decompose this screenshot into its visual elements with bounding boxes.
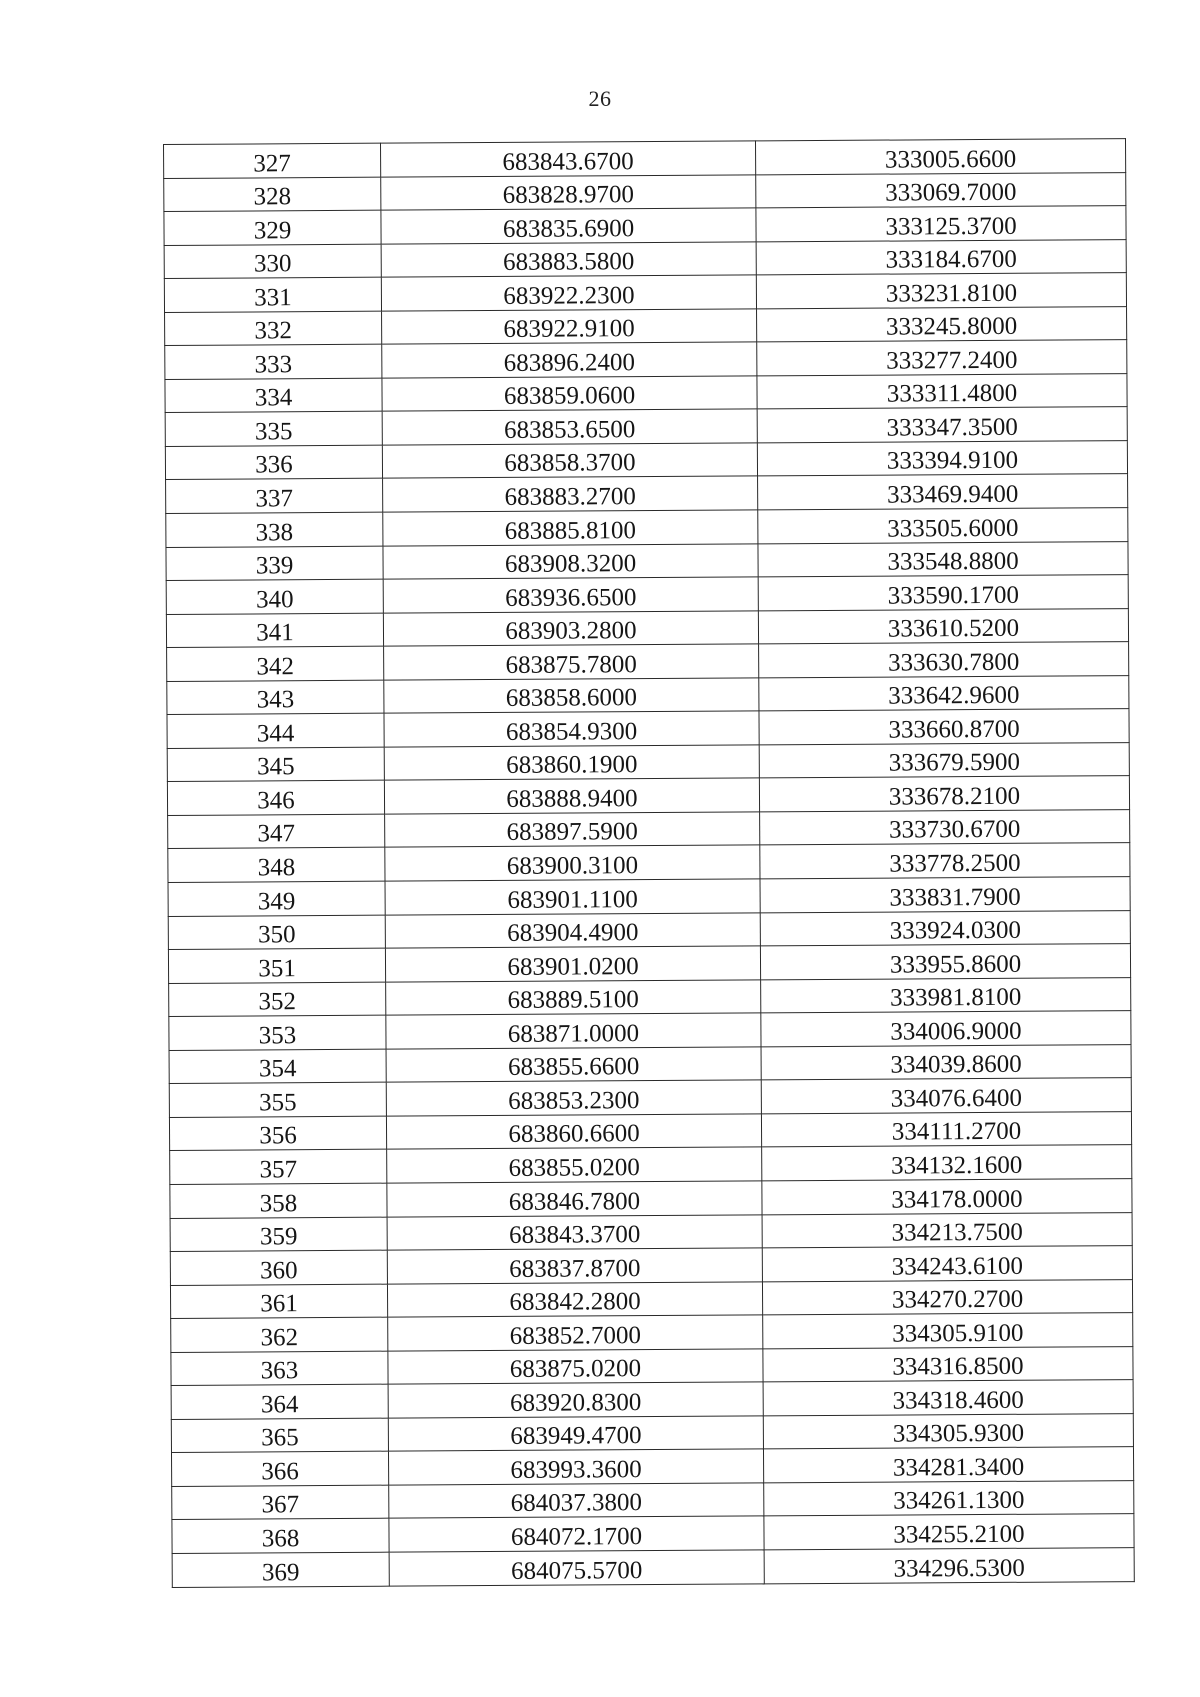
y-coordinate-cell: 333311.4800 [757, 373, 1127, 409]
point-number-cell: 351 [168, 948, 385, 983]
point-number-cell: 342 [167, 646, 384, 681]
y-coordinate-cell: 333347.3500 [757, 407, 1127, 443]
x-coordinate-cell: 684072.1700 [389, 1516, 764, 1552]
y-coordinate-cell: 334261.1300 [764, 1480, 1134, 1516]
point-number-cell: 345 [167, 747, 384, 782]
point-number-cell: 337 [166, 479, 383, 514]
point-number-cell: 347 [168, 814, 385, 849]
y-coordinate-cell: 333955.8600 [760, 944, 1130, 980]
y-coordinate-cell: 333679.5900 [759, 742, 1129, 778]
table-row [167, 709, 1129, 748]
x-coordinate-cell: 683852.7000 [388, 1315, 763, 1351]
table-row [166, 541, 1128, 580]
table-row [164, 172, 1126, 211]
y-coordinate-cell: 333730.6700 [760, 810, 1130, 846]
table-row [169, 1011, 1131, 1050]
point-number-cell: 360 [170, 1250, 387, 1285]
table-row [164, 239, 1126, 278]
x-coordinate-cell: 683846.7800 [387, 1181, 762, 1217]
point-number-cell: 336 [165, 445, 382, 480]
y-coordinate-cell: 333660.8700 [759, 709, 1129, 745]
table-row [167, 675, 1129, 714]
x-coordinate-cell: 683896.2400 [382, 342, 757, 378]
y-coordinate-cell: 334111.2700 [761, 1111, 1131, 1147]
table-row [165, 407, 1127, 446]
x-coordinate-cell: 684037.3800 [389, 1483, 764, 1519]
point-number-cell: 352 [169, 982, 386, 1017]
table-row [171, 1380, 1133, 1419]
x-coordinate-cell: 683853.2300 [386, 1080, 761, 1116]
point-number-cell: 338 [166, 512, 383, 547]
x-coordinate-cell: 683908.3200 [383, 543, 758, 579]
y-coordinate-cell: 333505.6000 [758, 508, 1128, 544]
y-coordinate-cell: 334243.6100 [762, 1246, 1132, 1282]
table-row [165, 441, 1127, 480]
x-coordinate-cell: 683901.0200 [385, 946, 760, 982]
table-row [167, 642, 1129, 681]
table-row [169, 1044, 1131, 1083]
y-coordinate-cell: 334281.3400 [763, 1447, 1133, 1483]
point-number-cell: 355 [169, 1082, 386, 1117]
y-coordinate-cell: 333924.0300 [760, 910, 1130, 946]
x-coordinate-cell: 683855.6600 [386, 1047, 761, 1083]
y-coordinate-cell: 334132.1600 [762, 1145, 1132, 1181]
table-row [170, 1212, 1132, 1251]
table-row [168, 877, 1130, 916]
x-coordinate-cell: 683837.8700 [387, 1248, 762, 1284]
point-number-cell: 361 [170, 1284, 387, 1319]
point-number-cell: 328 [164, 177, 381, 212]
x-coordinate-cell: 683875.0200 [388, 1349, 763, 1385]
point-number-cell: 367 [172, 1485, 389, 1520]
x-coordinate-cell: 683860.1900 [384, 745, 759, 781]
point-number-cell: 359 [170, 1217, 387, 1252]
point-number-cell: 366 [171, 1451, 388, 1486]
table-row [170, 1179, 1132, 1218]
x-coordinate-cell: 683858.6000 [384, 678, 759, 714]
x-coordinate-cell: 683855.0200 [387, 1147, 762, 1183]
point-number-cell: 363 [171, 1351, 388, 1386]
table-row [171, 1413, 1133, 1452]
table-row [164, 139, 1126, 178]
x-coordinate-cell: 683860.6600 [386, 1114, 761, 1150]
y-coordinate-cell: 334316.8500 [763, 1346, 1133, 1382]
table-row [164, 273, 1126, 312]
y-coordinate-cell: 333981.8100 [761, 977, 1131, 1013]
x-coordinate-cell: 683883.2700 [383, 476, 758, 512]
x-coordinate-cell: 683936.6500 [383, 577, 758, 613]
point-number-cell: 331 [164, 277, 381, 312]
point-number-cell: 365 [171, 1418, 388, 1453]
table-row [165, 306, 1127, 345]
y-coordinate-cell: 333245.8000 [757, 306, 1127, 342]
x-coordinate-cell: 683858.3700 [382, 443, 757, 479]
point-number-cell: 341 [166, 613, 383, 648]
x-coordinate-cell: 683993.3600 [388, 1449, 763, 1485]
x-coordinate-cell: 683843.3700 [387, 1214, 762, 1250]
y-coordinate-cell: 334213.7500 [762, 1212, 1132, 1248]
point-number-cell: 354 [169, 1049, 386, 1084]
x-coordinate-cell: 683843.6700 [380, 141, 755, 177]
table-row [169, 1111, 1131, 1150]
y-coordinate-cell: 333184.6700 [756, 239, 1126, 275]
y-coordinate-cell: 334255.2100 [764, 1514, 1134, 1550]
point-number-cell: 346 [167, 781, 384, 816]
point-number-cell: 348 [168, 848, 385, 883]
table-row [170, 1145, 1132, 1184]
table-row [164, 206, 1126, 245]
page-number: 26 [588, 86, 612, 111]
y-coordinate-cell: 333678.2100 [759, 776, 1129, 812]
table-row [169, 1078, 1131, 1117]
x-coordinate-cell: 684075.5700 [389, 1550, 764, 1586]
table-row [170, 1279, 1132, 1318]
table-row [165, 340, 1127, 379]
y-coordinate-cell: 334305.9300 [763, 1413, 1133, 1449]
point-number-cell: 332 [165, 311, 382, 346]
point-number-cell: 368 [172, 1519, 389, 1554]
table-row [166, 474, 1128, 513]
point-number-cell: 349 [168, 881, 385, 916]
point-number-cell: 344 [167, 713, 384, 748]
x-coordinate-cell: 683949.4700 [388, 1416, 763, 1452]
x-coordinate-cell: 683889.5100 [386, 980, 761, 1016]
point-number-cell: 358 [170, 1183, 387, 1218]
x-coordinate-cell: 683888.9400 [384, 778, 759, 814]
table-row [168, 910, 1130, 949]
table-row [170, 1246, 1132, 1285]
x-coordinate-cell: 683835.6900 [381, 208, 756, 244]
table-row [168, 843, 1130, 882]
y-coordinate-cell: 334305.9100 [763, 1313, 1133, 1349]
point-number-cell: 330 [164, 244, 381, 279]
x-coordinate-cell: 683903.2800 [383, 611, 758, 647]
y-coordinate-cell: 333125.3700 [756, 206, 1126, 242]
table-row [169, 977, 1131, 1016]
table-row [166, 608, 1128, 647]
table-row [171, 1346, 1133, 1385]
point-number-cell: 369 [172, 1552, 389, 1587]
y-coordinate-cell: 334006.9000 [761, 1011, 1131, 1047]
x-coordinate-cell: 683875.7800 [384, 644, 759, 680]
point-number-cell: 334 [165, 378, 382, 413]
point-number-cell: 327 [164, 143, 381, 178]
y-coordinate-cell: 333590.1700 [758, 575, 1128, 611]
point-number-cell: 357 [170, 1150, 387, 1185]
x-coordinate-cell: 683904.4900 [385, 912, 760, 948]
y-coordinate-cell: 334296.5300 [764, 1548, 1134, 1584]
point-number-cell: 364 [171, 1384, 388, 1419]
y-coordinate-cell: 333277.2400 [757, 340, 1127, 376]
x-coordinate-cell: 683853.6500 [382, 409, 757, 445]
point-number-cell: 329 [164, 210, 381, 245]
x-coordinate-cell: 683922.9100 [382, 309, 757, 345]
y-coordinate-cell: 333069.7000 [756, 172, 1126, 208]
point-number-cell: 339 [166, 546, 383, 581]
table-row [167, 776, 1129, 815]
table-row [166, 575, 1128, 614]
y-coordinate-cell: 333005.6600 [755, 139, 1125, 175]
table-row [172, 1548, 1134, 1587]
y-coordinate-cell: 333469.9400 [758, 474, 1128, 510]
x-coordinate-cell: 683897.5900 [385, 812, 760, 848]
x-coordinate-cell: 683900.3100 [385, 845, 760, 881]
x-coordinate-cell: 683842.2800 [387, 1281, 762, 1317]
point-number-cell: 343 [167, 680, 384, 715]
y-coordinate-cell: 334318.4600 [763, 1380, 1133, 1416]
y-coordinate-cell: 333778.2500 [760, 843, 1130, 879]
x-coordinate-cell: 683871.0000 [386, 1013, 761, 1049]
y-coordinate-cell: 333831.7900 [760, 877, 1130, 913]
x-coordinate-cell: 683920.8300 [388, 1382, 763, 1418]
y-coordinate-cell: 333630.7800 [759, 642, 1129, 678]
table-row [167, 742, 1129, 781]
y-coordinate-cell: 333642.9600 [759, 675, 1129, 711]
y-coordinate-cell: 334178.0000 [762, 1179, 1132, 1215]
x-coordinate-cell: 683922.2300 [381, 275, 756, 311]
table-row [171, 1313, 1133, 1352]
point-number-cell: 350 [168, 915, 385, 950]
point-number-cell: 340 [166, 579, 383, 614]
point-number-cell: 362 [171, 1317, 388, 1352]
x-coordinate-cell: 683885.8100 [383, 510, 758, 546]
table-row [166, 508, 1128, 547]
table-row [165, 373, 1127, 412]
x-coordinate-cell: 683883.5800 [381, 242, 756, 278]
coordinates-table-body [164, 139, 1135, 1587]
x-coordinate-cell: 683901.1100 [385, 879, 760, 915]
table-row [168, 810, 1130, 849]
y-coordinate-cell: 333610.5200 [758, 608, 1128, 644]
y-coordinate-cell: 333231.8100 [756, 273, 1126, 309]
point-number-cell: 333 [165, 344, 382, 379]
point-number-cell: 335 [165, 412, 382, 447]
y-coordinate-cell: 333394.9100 [757, 441, 1127, 477]
table-row [172, 1514, 1134, 1553]
y-coordinate-cell: 334076.6400 [761, 1078, 1131, 1114]
x-coordinate-cell: 683859.0600 [382, 376, 757, 412]
y-coordinate-cell: 333548.8800 [758, 541, 1128, 577]
table-row [171, 1447, 1133, 1486]
coordinates-table [163, 138, 1135, 1587]
point-number-cell: 353 [169, 1015, 386, 1050]
y-coordinate-cell: 334039.8600 [761, 1044, 1131, 1080]
table-row [168, 944, 1130, 983]
y-coordinate-cell: 334270.2700 [762, 1279, 1132, 1315]
x-coordinate-cell: 683854.9300 [384, 711, 759, 747]
x-coordinate-cell: 683828.9700 [381, 174, 756, 210]
table-row [172, 1480, 1134, 1519]
point-number-cell: 356 [169, 1116, 386, 1151]
